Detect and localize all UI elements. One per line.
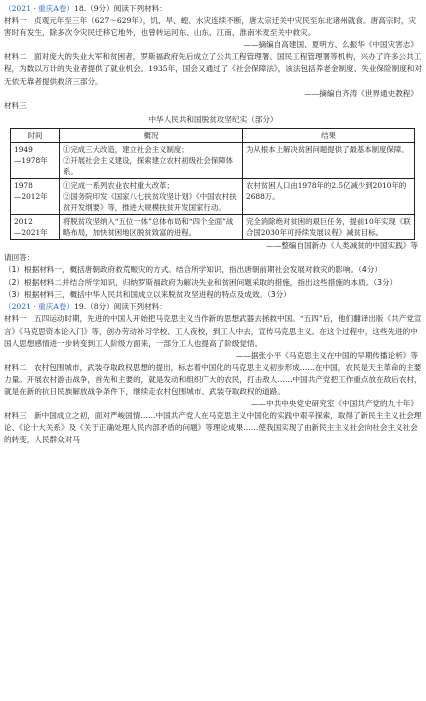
q18-material-1 [4, 15, 422, 39]
q19-material-1 [4, 313, 422, 349]
overview-item: ①完成一系列农业农村重大改革； [63, 180, 174, 190]
table-row [11, 178, 415, 214]
material-text: 贞观元年至三年（627～629年），饥、旱、蝗、水灾连续不断，唐太宗迁关中灾民至东北诸州就食。唐高宗时，灾害时有发生，除多次令灾民迁移它地外，也曾转运河东、山东、江南、淮南米麦至关中救灾。 [4, 16, 417, 38]
table-header-cell: 结果 [243, 128, 415, 142]
overview-item: 将脱贫攻坚纳入“五位一体”总体布局和“四个全面”战略布局，加快贫困地区脱贫致富的进程。 [63, 216, 234, 237]
material-label: 材料二 [4, 52, 27, 62]
period-end: —2021年 [14, 227, 48, 237]
q18-material-1-source: ——摘编自高建国、夏明方、么振华《中国灾害志》 [243, 40, 418, 50]
table-header-row [11, 128, 415, 142]
material-text: 农村包围城市，武装夺取政权思想的提出，标志着中国化的马克思主义初步形成……在中国，农民是天主革命的主要力量。开展农村游击战争，首先和主要的，就是发动和组织广大的农民，打击敌人……中国共产党把工作重点放在敌后农村，就是在新的抗日民族解放战争条件下，继续走农村包围城市、武装夺取政权的道路。 [4, 362, 422, 396]
q18-material-2-source: ——摘编自齐涛《世界通史教程》 [304, 88, 418, 98]
table-cell-period [11, 142, 60, 178]
q19-material-1-source: ——据张小平《马克思主义在中国的早期传播论析》等 [235, 350, 418, 360]
question-1: （1）根据材料一，概括唐朝政府救荒赈灾的方式。结合所学知识，指出唐朝前期社会发展对救灾的影响。（4分） [4, 265, 382, 275]
question-3: （3）根据材料三，概括中华人民共和国成立以来脱贫攻坚进程的特点及成效。（3分） [4, 289, 291, 299]
period-start: 1949 [14, 144, 33, 154]
material-text: 面对庞大的失业大军和贫困者，罗斯福政府先后成立了公共工程管理署、国民工程管理署等机构，兴办了许多公共工程，为数以万计的失业者提供了就业机会。1935年，国会又通过了《社会保障法》，该法包括养老金制度、失业保险制度和对无依无靠者提供救济三部分。 [4, 52, 422, 86]
table-cell-overview [60, 214, 243, 239]
q19-material-2-source: ——中共中央党史研究室《中国共产党的九十年》 [250, 399, 418, 409]
period-start: 1978 [14, 180, 33, 190]
table-cell-period [11, 178, 60, 214]
overview-item: ②国务院印发《国家八七扶贫攻坚计划》《中国农村扶贫开发纲要》等，推进大规模扶贫开发国家行动。 [63, 191, 237, 212]
table-cell-overview [60, 142, 243, 178]
material-label: 材料一 [4, 314, 27, 324]
q18-material-3-label: 材料三 [4, 100, 27, 110]
material-label: 材料一 [4, 16, 27, 26]
material-label: 材料二 [4, 362, 27, 372]
q19-material-3 [4, 410, 422, 446]
q18-source-tag[interactable]: （2021 · 重庆A卷） [4, 4, 75, 13]
q18-header [4, 3, 422, 15]
table-cell-result: 农村贫困人口由1978年的2.5亿减少到2010年的2688万。 [243, 178, 415, 214]
period-end: —2012年 [14, 191, 48, 201]
period-end: —1978年 [14, 155, 48, 165]
q19-header [4, 301, 422, 313]
table-header-cell: 时间 [11, 128, 60, 142]
overview-item: ①完成三大改造，建立社会主义制度； [63, 144, 189, 154]
period-start: 2012 [14, 216, 33, 226]
poverty-table [10, 128, 415, 240]
q19-source-tag[interactable]: （2021 · 重庆A卷） [4, 302, 75, 312]
table-header-cell: 概况 [60, 128, 243, 142]
table-cell-result: 完全消除绝对贫困的艰巨任务，提前10年实现《联合国2030年可持续发展议程》减贫目标。 [243, 214, 415, 239]
ask-label: 请回答： [4, 253, 35, 263]
q18-material-2 [4, 51, 422, 87]
table-cell-result: 为从根本上解决贫困问题提供了最基本制度保障。 [243, 142, 415, 178]
table-row [11, 214, 415, 239]
material-text: 五四运动时期，先进的中国人开始把马克思主义当作新的思想武器去拯救中国。“五四”后，他们翻译出版《共产党宣言》《马克思资本论入门》等，创办劳动补习学校、工人夜校，到工人中去，宣传马克思主义。在这个过程中，这些先进的中国人思想感情进一步转变到工人阶级方面来，一部分工人也提高了阶级觉悟。 [4, 314, 422, 348]
material-text: 新中国成立之初，面对严峻国情……中国共产党人在马克思主义中国化的实践中艰辛探索，取得了新民主主义社会理论、《论十大关系》及《关于正确处理人民内部矛盾的问题》等理论成果……使我国实现了由新民主主义社会向社会主义社会的转变，人民群众对马 [4, 411, 422, 445]
q19-heading: 19.（8分）阅读下列材料： [74, 302, 167, 312]
table-title: 中华人民共和国脱贫攻坚纪实（部分） [148, 114, 278, 124]
q18-heading: 18.（9分）阅读下列材料： [74, 4, 167, 13]
exam-page [4, 3, 422, 446]
q18-material-3-source: ——整编自国新办《人类减贫的中国实践》等 [266, 240, 418, 250]
q19-material-2 [4, 362, 422, 398]
table-cell-period [11, 214, 60, 239]
table-row [11, 142, 415, 178]
question-2: （2）根据材料二并结合所学知识，归纳罗斯福政府为解决失业和贫困问题采取的措施，指出这些措施的本质。（3分） [4, 277, 398, 287]
table-cell-overview [60, 178, 243, 214]
material-label: 材料三 [4, 411, 27, 421]
overview-item: ②开展社会主义建设，探索建立农村初级社会保障体系。 [63, 155, 233, 176]
